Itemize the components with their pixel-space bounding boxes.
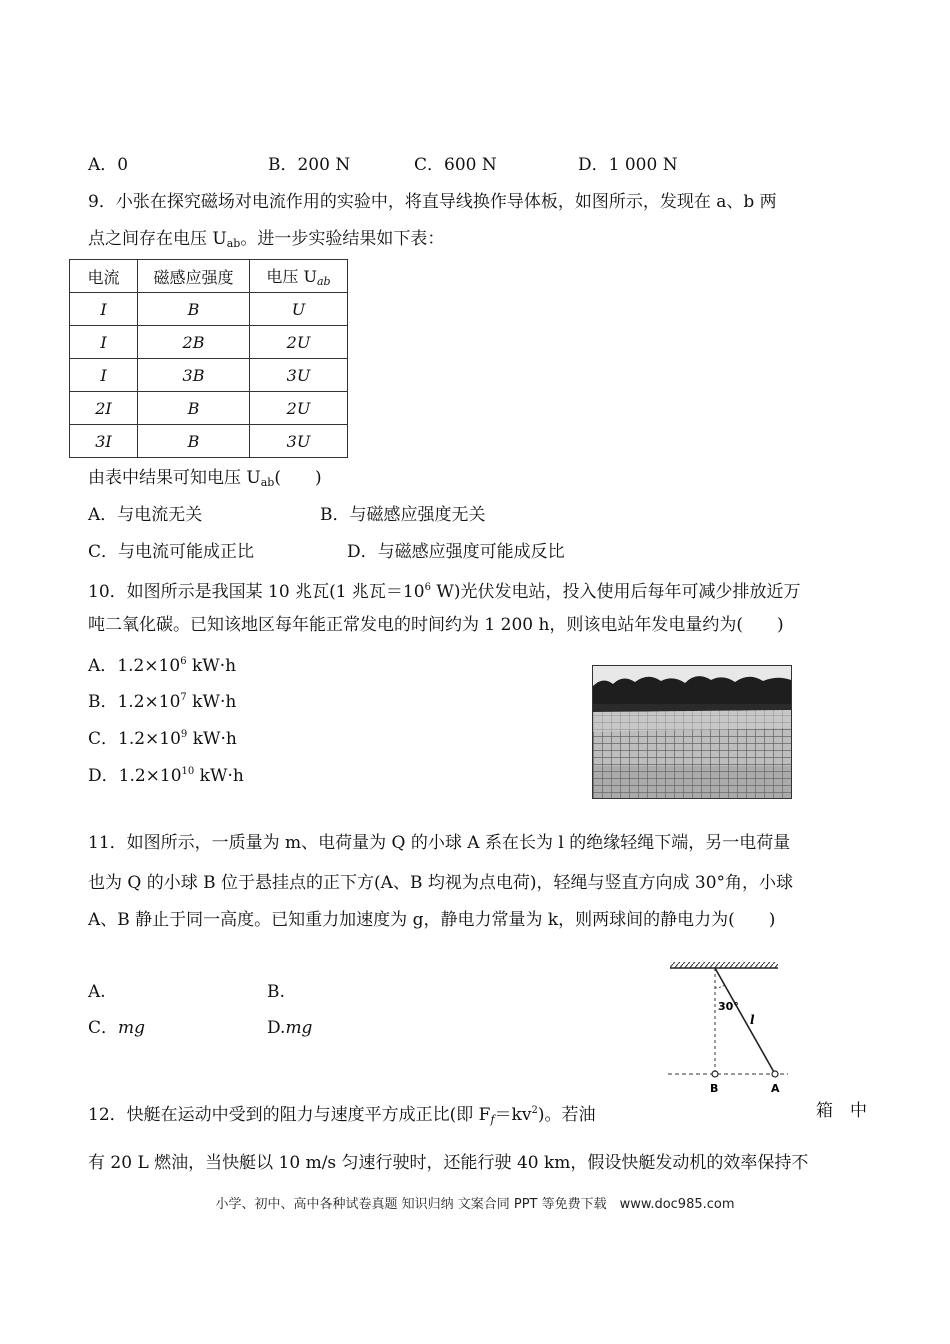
q12-stem-line2: 有 20 L 燃油，当快艇以 10 m/s 匀速行驶时，还能行驶 40 km，假设快艇发动机的效率保持不 <box>88 1153 809 1173</box>
solar-station-photo <box>592 665 792 799</box>
q10-stem-line1: 10．如图所示是我国某 10 兆瓦(1 兆瓦$=10^6$ W)光伏发电站，投入使用后每年可减少排放近万 <box>88 582 801 602</box>
q11-pendulum-diagram <box>668 958 788 1098</box>
q10-option-b: B．$1.2\times 10^7$ kW·h <box>88 692 237 712</box>
q8-option-b: B．200 N <box>268 155 351 175</box>
q9-option-a: A．与电流无关 <box>88 505 203 525</box>
page-footer: 小学、初中、高中各种试卷真题 知识归纳 文案合同 PPT 等免费下载 www.doc985.com <box>215 1197 735 1212</box>
q8-option-c: C．600 N <box>414 155 497 175</box>
rope-line <box>715 968 775 1074</box>
header-voltage: 电压 $U_{ab}$ <box>250 260 348 293</box>
q11-stem-line1: 11．如图所示，一质量为 m、电荷量为 Q 的小球 A 系在长为 l 的绝缘轻绳下端，另一电荷量 <box>88 833 791 853</box>
header-magnetic-induction: 磁感应强度 <box>138 260 250 293</box>
q10-stem-line2: 吨二氧化碳。已知该地区每年能正常发电的时间约为 1 200 h，则该电站年发电量约为( ) <box>88 615 784 635</box>
q12-stem-line1-right: 箱 中 <box>816 1101 867 1121</box>
q9-option-c: C．与电流可能成正比 <box>88 542 255 562</box>
table-row: I 3B 3U <box>70 359 348 392</box>
point-b-label: B <box>710 1082 719 1095</box>
angle-arc <box>715 985 725 988</box>
q9-option-d: D．与磁感应强度可能成反比 <box>347 542 565 562</box>
q10-option-d: D．$1.2\times 10^{10}$ kW·h <box>88 766 244 786</box>
ball-a <box>772 1071 778 1077</box>
point-a-label: A <box>771 1082 780 1095</box>
q8-option-a: A．0 <box>88 155 129 175</box>
q10-option-c: C．$1.2\times 10^9$ kW·h <box>88 729 237 749</box>
table-row: 3I B 3U <box>70 425 348 458</box>
q11-option-a: A. <box>88 982 106 1002</box>
q9-results-table <box>69 259 348 458</box>
ceiling-hatch <box>670 962 778 968</box>
q11-option-c: C．mg <box>88 1018 146 1038</box>
table-row: 2I B 2U <box>70 392 348 425</box>
q11-option-d: D.mg <box>267 1018 313 1038</box>
table-row: I B U <box>70 293 348 326</box>
rope-label: l <box>750 1013 755 1027</box>
solar-panel-field-image <box>593 666 791 798</box>
q12-stem-line1: 12．快艇在运动中受到的阻力与速度平方成正比(即 $F_f=kv^2$)。若油 <box>88 1105 596 1126</box>
q8-option-d: D．1 000 N <box>578 155 678 175</box>
table-row: I 2B 2U <box>70 326 348 359</box>
q9-stem-line2: 点之间存在电压 $U_{ab}$。进一步实验结果如下表： <box>88 229 445 250</box>
ball-b <box>712 1071 718 1077</box>
q11-stem-line3: A、B 静止于同一高度。已知重力加速度为 g，静电力常量为 k，则两球间的静电力为( ) <box>88 910 776 930</box>
q9-option-b: B．与磁感应强度无关 <box>320 505 486 525</box>
angle-label: 30° <box>718 1000 739 1013</box>
q9-conclusion: 由表中结果可知电压 $U_{ab}$( ) <box>88 468 322 489</box>
q10-option-a: A．$1.2\times 10^6$ kW·h <box>88 656 237 676</box>
table-header-row <box>70 260 348 293</box>
q11-stem-line2: 也为 Q 的小球 B 位于悬挂点的正下方(A、B 均视为点电荷)，轻绳与竖直方向成 30°角，小球 <box>88 873 794 893</box>
q11-option-b: B. <box>267 982 285 1002</box>
q9-stem-line1: 9．小张在探究磁场对电流作用的实验中，将直导线换作导体板，如图所示，发现在 a、b 两 <box>88 192 777 212</box>
header-current: 电流 <box>70 260 138 293</box>
